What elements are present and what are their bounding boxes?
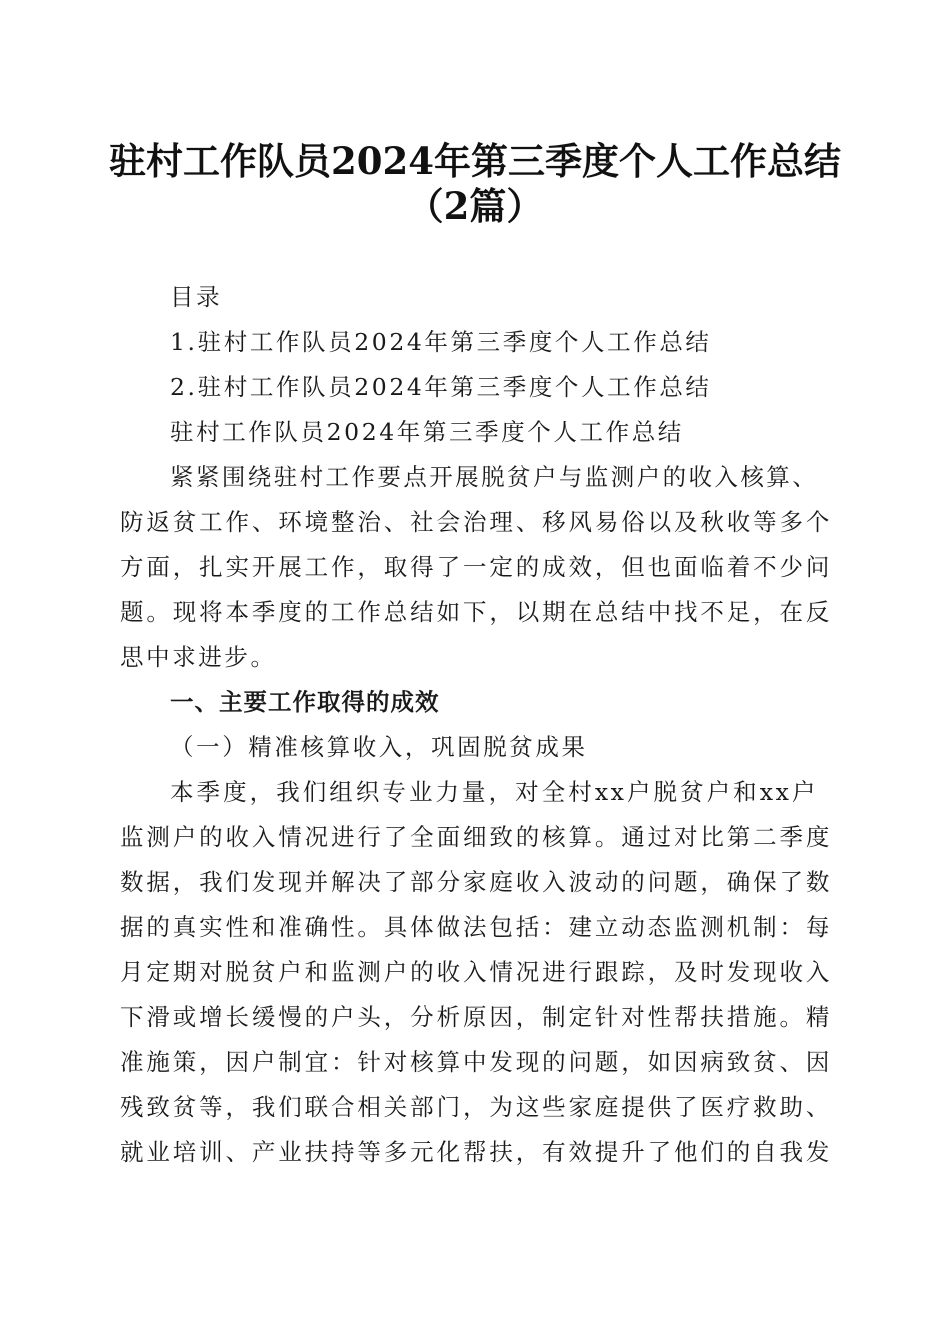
toc-item: 2.驻村工作队员2024年第三季度个人工作总结 [170, 373, 712, 401]
document-title: 驻村工作队员2024年第三季度个人工作总结 [109, 139, 841, 183]
paragraph-line: 下滑或增长缓慢的户头，分析原因，制定针对性帮扶措施。精 [120, 1003, 832, 1031]
paragraph-line: 就业培训、产业扶持等多元化帮扶，有效提升了他们的自我发 [120, 1138, 832, 1166]
paragraph-line: 监测户的收入情况进行了全面细致的核算。通过对比第二季度 [120, 823, 832, 851]
paragraph-line: 紧紧围绕驻村工作要点开展脱贫户与监测户的收入核算、 [170, 463, 818, 491]
paragraph-line: 残致贫等，我们联合相关部门，为这些家庭提供了医疗救助、 [120, 1093, 832, 1121]
article-title: 驻村工作队员2024年第三季度个人工作总结 [170, 418, 684, 446]
subsection-heading: （一）精准核算收入，巩固脱贫成果 [170, 733, 588, 761]
paragraph-line: 据的真实性和准确性。具体做法包括：建立动态监测机制：每 [120, 913, 832, 941]
paragraph-line: 方面，扎实开展工作，取得了一定的成效，但也面临着不少问 [120, 553, 832, 581]
paragraph-line: 准施策，因户制宜：针对核算中发现的问题，如因病致贫、因 [120, 1048, 832, 1076]
document-title-count: （2篇） [406, 184, 544, 228]
paragraph-line: 题。现将本季度的工作总结如下，以期在总结中找不足，在反 [120, 598, 832, 626]
paragraph-line: 防返贫工作、环境整治、社会治理、移风易俗以及秋收等多个 [120, 508, 832, 536]
paragraph-line: 数据，我们发现并解决了部分家庭收入波动的问题，确保了数 [120, 868, 832, 896]
toc-item: 1.驻村工作队员2024年第三季度个人工作总结 [170, 328, 712, 356]
section-heading: 一、主要工作取得的成效 [170, 688, 440, 716]
paragraph-line: 月定期对脱贫户和监测户的收入情况进行跟踪，及时发现收入 [120, 958, 832, 986]
paragraph-line: 思中求进步。 [120, 643, 277, 671]
toc-heading: 目录 [170, 283, 223, 311]
paragraph-line: 本季度，我们组织专业力量，对全村xx户脱贫户和xx户 [170, 778, 818, 806]
